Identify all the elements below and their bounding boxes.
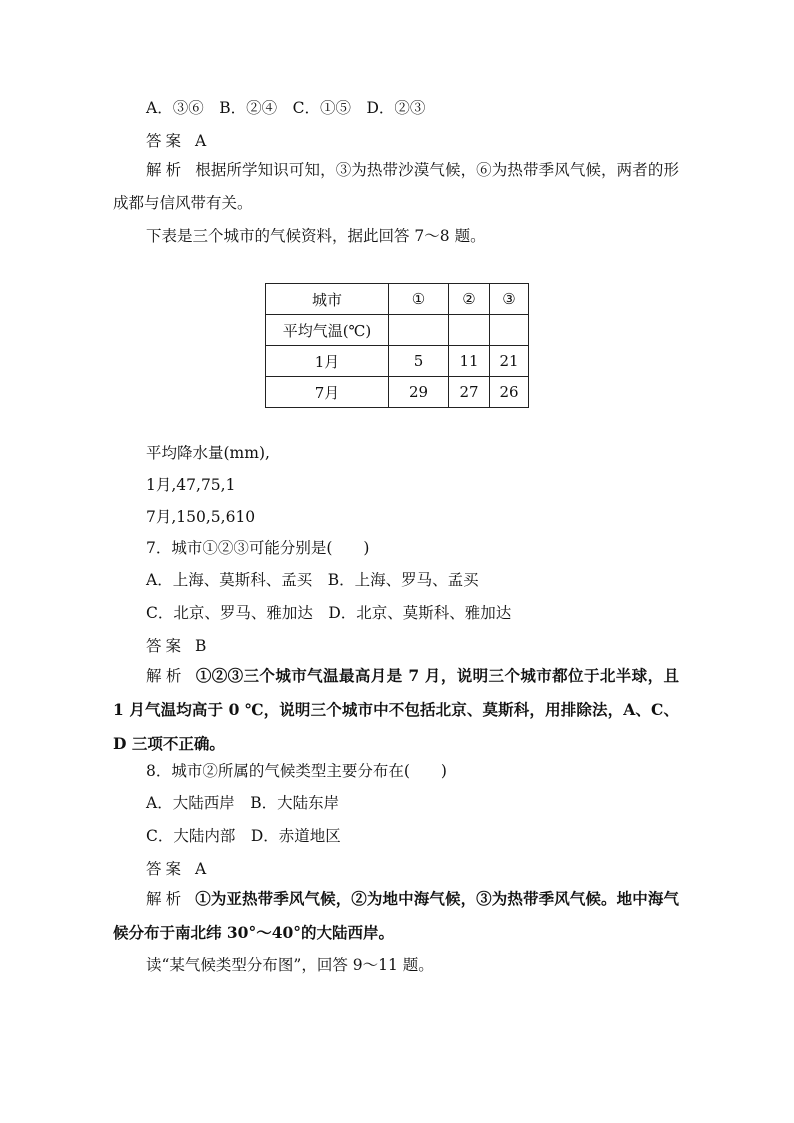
intro-9-11: 读“某气候类型分布图”，回答 9～11 题。 <box>146 956 434 974</box>
q8-stem: 8．城市②所属的气候类型主要分布在( ) <box>146 762 447 780</box>
q7-analysis <box>113 659 679 761</box>
precip-jan: 1月,47,75,1 <box>146 476 236 494</box>
analysis-text: ①为亚热带季风气候，②为地中海气候，③为热带季风气候。地中海气候分布于南北纬 30°～40°的大陆西岸。 <box>113 889 679 942</box>
q8-options-cd: C．大陆内部 D．赤道地区 <box>146 827 341 845</box>
q7-options-ab: A．上海、莫斯科、孟买 B．上海、罗马、孟买 <box>146 571 479 589</box>
q8-analysis <box>113 882 679 950</box>
q7-options-cd: C．北京、罗马、雅加达 D．北京、莫斯科、雅加达 <box>146 604 512 622</box>
table-cell: 29 <box>389 377 449 408</box>
table-header-cell: 城市 <box>266 284 389 315</box>
analysis-text: 根据所学知识可知，③为热带沙漠气候，⑥为热带季风气候，两者的形成都与信风带有关。 <box>113 161 679 212</box>
q8-answer <box>146 859 206 879</box>
table-cell <box>389 315 449 346</box>
table-row <box>266 346 529 377</box>
answer-label: 答案 <box>146 132 186 150</box>
precip-jul: 7月,150,5,610 <box>146 508 256 526</box>
answer-label: 答案 <box>146 860 186 878</box>
table-row <box>266 377 529 408</box>
q6-options: A．③⑥ B．②④ C．①⑤ D．②③ <box>146 99 426 117</box>
table-header-cell: ③ <box>490 284 529 315</box>
table-header-cell: ① <box>389 284 449 315</box>
answer-value: B <box>195 637 207 655</box>
table-cell: 5 <box>389 346 449 377</box>
intro-7-8: 下表是三个城市的气候资料，据此回答 7～8 题。 <box>146 227 486 245</box>
analysis-label: 解析 <box>146 667 186 685</box>
table-cell <box>449 315 490 346</box>
q6-answer <box>146 131 206 151</box>
table-cell: 26 <box>490 377 529 408</box>
table-cell <box>490 315 529 346</box>
table-cell: 1月 <box>266 346 389 377</box>
table-cell: 27 <box>449 377 490 408</box>
table-cell: 11 <box>449 346 490 377</box>
table-cell: 21 <box>490 346 529 377</box>
q6-analysis <box>113 154 679 220</box>
q7-answer <box>146 636 206 656</box>
table-cell: 7月 <box>266 377 389 408</box>
analysis-text: ①②③三个城市气温最高月是 7 月，说明三个城市都位于北半球，且 1 月气温均高于 0 ℃，说明三个城市中不包括北京、莫斯科，用排除法，A、C、D 三项不正确。 <box>113 666 679 753</box>
answer-value: A <box>195 132 207 150</box>
answer-value: A <box>195 860 207 878</box>
table-row <box>266 315 529 346</box>
answer-label: 答案 <box>146 637 186 655</box>
precip-label: 平均降水量(mm), <box>146 444 270 462</box>
table-header-row <box>266 284 529 315</box>
table-cell: 平均气温(℃) <box>266 315 389 346</box>
analysis-label: 解析 <box>146 890 186 908</box>
table-header-cell: ② <box>449 284 490 315</box>
q7-stem: 7．城市①②③可能分别是( ) <box>146 539 370 557</box>
climate-table <box>265 283 529 408</box>
analysis-label: 解析 <box>146 161 186 179</box>
q8-options-ab: A．大陆西岸 B．大陆东岸 <box>146 794 340 812</box>
